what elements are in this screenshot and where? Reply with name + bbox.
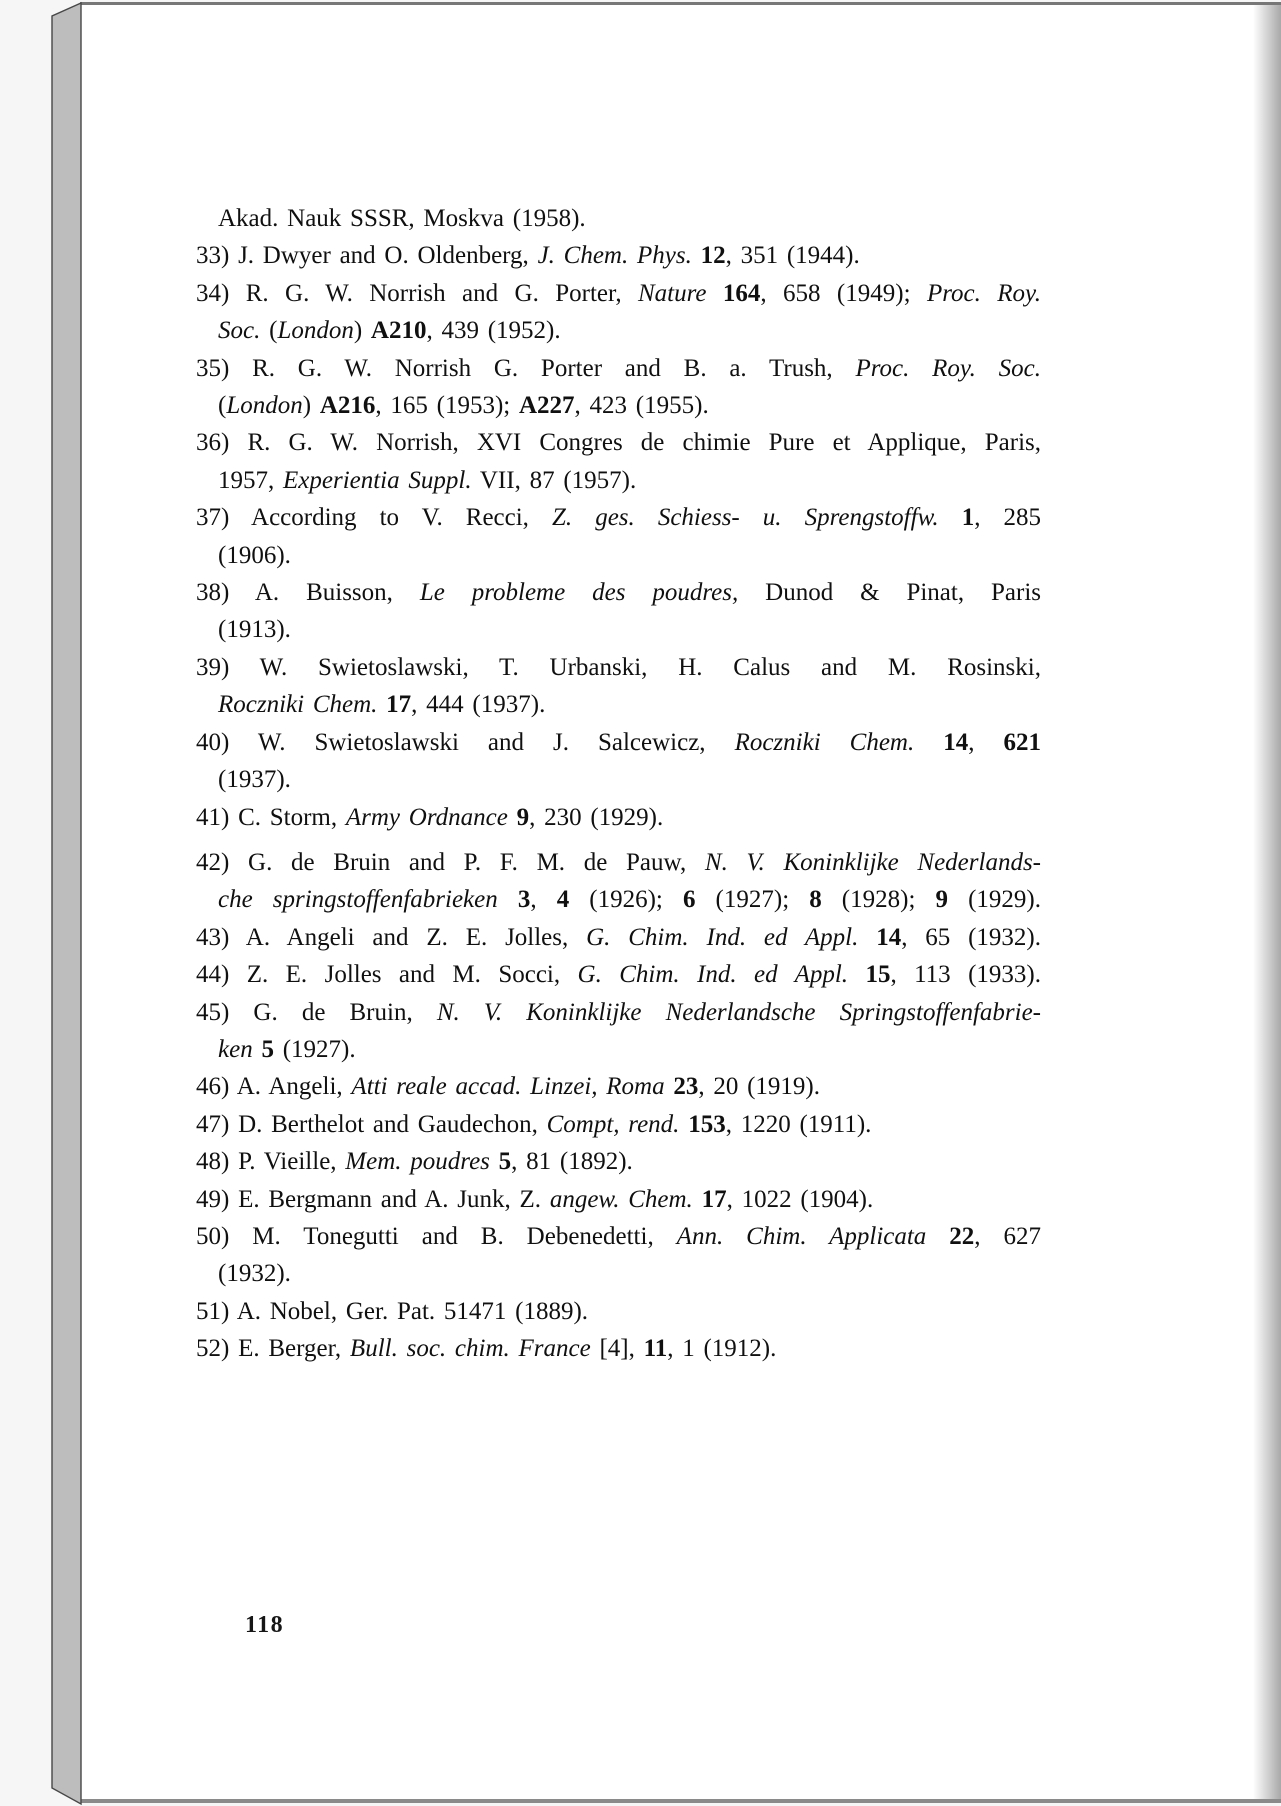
reference-text: 164: [722, 279, 761, 307]
reference-text: ken: [218, 1035, 262, 1063]
reference-line: [196, 994, 1041, 1031]
reference-item: [196, 200, 1041, 237]
reference-line: [196, 237, 1041, 274]
reference-text: According to V. Recci,: [251, 504, 552, 532]
reference-text: , 1220 (1911).: [725, 1110, 872, 1138]
reference-line: [196, 956, 1041, 993]
reference-line: [196, 312, 1041, 349]
reference-text: [4],: [599, 1335, 644, 1363]
reference-text: Z. E. Jolles and M. Socci,: [246, 961, 578, 989]
reference-item: [196, 275, 1041, 350]
reference-text: Ann. Chim. Applicata: [676, 1222, 950, 1250]
reference-text: 5: [498, 1148, 512, 1176]
reference-line: [196, 686, 1041, 723]
reference-text: 5: [261, 1035, 274, 1063]
reference-item: [196, 799, 1041, 836]
reference-text: A216: [319, 392, 376, 420]
reference-text: London: [226, 392, 303, 420]
reference-number: 49): [196, 1185, 230, 1213]
reference-text: , 20 (1919).: [698, 1073, 821, 1101]
reference-item: [196, 1143, 1041, 1180]
reference-line: [196, 1031, 1041, 1068]
reference-line: [196, 611, 1041, 648]
reference-text: , 113 (1933).: [890, 961, 1041, 989]
reference-text: (1928);: [821, 886, 936, 914]
reference-text: , 165 (1953);: [375, 392, 519, 420]
reference-text: ,: [968, 728, 1004, 756]
reference-text: Mem. poudres: [345, 1148, 499, 1176]
reference-item: [196, 424, 1041, 499]
reference-text: 8: [809, 886, 822, 914]
reference-text: Compt, rend.: [546, 1110, 689, 1138]
reference-text: Soc.: [218, 317, 261, 345]
reference-text: R. G. W. Norrish G. Porter and B. a. Trush,: [252, 354, 856, 382]
reference-text: , 285: [974, 504, 1042, 532]
reference-line: [196, 387, 1041, 424]
reference-text: 621: [1003, 728, 1041, 756]
reference-number: 34): [196, 279, 230, 307]
reference-text: P. Vieille,: [238, 1148, 346, 1176]
reference-text: 1: [961, 504, 975, 532]
reference-text: 11: [643, 1335, 668, 1363]
reference-number: 44): [196, 961, 230, 989]
reference-text: ): [353, 317, 371, 345]
reference-text: A. Buisson,: [254, 579, 420, 607]
reference-text: Army Ordnance: [345, 803, 517, 831]
reference-text: W. Swietoslawski, T. Urbanski, H. Calus and M. Rosinski,: [259, 653, 1041, 681]
reference-number: 40): [196, 728, 230, 756]
reference-number: 36): [196, 429, 230, 457]
reference-line: [196, 724, 1041, 761]
reference-text: D. Berthelot and Gaudechon,: [238, 1110, 547, 1138]
reference-text: 3: [517, 886, 531, 914]
reference-text: 22: [949, 1222, 975, 1250]
reference-text: 9: [516, 803, 530, 831]
reference-text: 6: [682, 886, 696, 914]
page-number: 118: [245, 1612, 285, 1638]
reference-item: [196, 1218, 1041, 1293]
reference-text: R. G. W. Norrish, XVI Congres de chimie Pure et Applique, Paris,: [247, 429, 1041, 457]
reference-line: [196, 1255, 1041, 1292]
reference-item: [196, 1181, 1041, 1218]
reference-text: A227: [518, 392, 575, 420]
reference-text: che springstoffenfabrieken: [218, 886, 518, 914]
reference-line: [196, 499, 1041, 536]
reference-line: [196, 799, 1041, 836]
reference-text: (1927).: [273, 1035, 356, 1063]
reference-number: 42): [196, 848, 230, 876]
reference-text: , 1 (1912).: [667, 1335, 777, 1363]
reference-text: angew. Chem.: [549, 1185, 702, 1213]
reference-item: [196, 574, 1041, 649]
reference-text: Z. ges. Schiess- u. Sprengstoffw.: [551, 504, 962, 532]
reference-text: G. de Bruin and P. F. M. de Pauw,: [248, 848, 705, 876]
reference-text: A210: [370, 317, 427, 345]
reference-text: Le probleme des poudres,: [419, 579, 739, 607]
reference-text: , 1022 (1904).: [726, 1185, 874, 1213]
reference-item: [196, 1293, 1041, 1330]
reference-item: [196, 844, 1041, 919]
reference-text: (1926);: [569, 886, 683, 914]
reference-text: Atti reale accad. Linzei, Roma: [351, 1073, 674, 1101]
reference-text: W. Swietoslawski and J. Salcewicz,: [257, 728, 735, 756]
reference-text: (: [260, 317, 278, 345]
reference-line: [196, 462, 1041, 499]
reference-text: C. Storm,: [238, 803, 346, 831]
reference-line: [196, 537, 1041, 574]
reference-text: Bull. soc. chim. France: [349, 1335, 600, 1363]
reference-item: [196, 1068, 1041, 1105]
reference-item: [196, 649, 1041, 724]
reference-number: 47): [196, 1110, 230, 1138]
reference-text: , 658 (1949);: [760, 279, 927, 307]
reference-number: 48): [196, 1148, 230, 1176]
reference-text: , 230 (1929).: [529, 803, 664, 831]
reference-text: 153: [688, 1110, 726, 1138]
reference-number: 46): [196, 1073, 230, 1101]
reference-item: [196, 919, 1041, 956]
reference-text: , 81 (1892).: [511, 1148, 633, 1176]
reference-text: VII, 87 (1957).: [471, 466, 637, 494]
reference-text: Proc. Roy. Soc.: [855, 354, 1041, 382]
reference-text: ,: [530, 886, 557, 914]
reference-text: , 65 (1932).: [901, 923, 1042, 951]
reference-text: M. Tonegutti and B. Debenedetti,: [252, 1222, 677, 1250]
reference-text: Roczniki Chem.: [734, 728, 944, 756]
reference-text: A. Angeli and Z. E. Jolles,: [245, 923, 587, 951]
reference-text: (1913).: [218, 616, 291, 644]
page-edge-shadow: [1253, 5, 1281, 1799]
reference-text: 9: [935, 886, 948, 914]
page-spine: [50, 0, 82, 1806]
reference-text: (1929).: [947, 886, 1041, 914]
reference-number: 37): [196, 504, 230, 532]
reference-number: 38): [196, 579, 230, 607]
reference-text: J. Dwyer and O. Oldenberg,: [238, 242, 538, 270]
reference-number: 45): [196, 998, 230, 1026]
reference-line: [196, 275, 1041, 312]
reference-item: [196, 350, 1041, 425]
reference-line: [196, 649, 1041, 686]
reference-number: 35): [196, 354, 230, 382]
reference-item: [196, 1330, 1041, 1367]
reference-text: G. de Bruin,: [253, 998, 437, 1026]
reference-text: 1957,: [218, 466, 283, 494]
reference-line: [196, 1181, 1041, 1218]
reference-text: G. Chim. Ind. ed Appl.: [586, 923, 877, 951]
reference-text: Akad. Nauk SSSR, Moskva (1958).: [218, 205, 586, 232]
reference-text: 17: [701, 1185, 727, 1213]
reference-text: , 439 (1952).: [426, 317, 561, 345]
reference-text: 14: [943, 728, 969, 756]
reference-line: [196, 881, 1041, 918]
reference-line: [196, 1218, 1041, 1255]
reference-text: (1937).: [218, 766, 291, 794]
reference-line: [196, 919, 1041, 956]
reference-text: 12: [700, 242, 726, 270]
reference-text: 14: [876, 923, 902, 951]
reference-number: 33): [196, 242, 230, 270]
reference-line: [196, 200, 1041, 237]
reference-text: ): [302, 392, 320, 420]
reference-text: Nature: [637, 279, 723, 307]
reference-number: 39): [196, 653, 230, 681]
reference-text: N. V. Koninklijke Nederlands-: [704, 848, 1042, 876]
reference-text: , 351 (1944).: [725, 242, 860, 270]
reference-text: (1927);: [695, 886, 810, 914]
reference-line: [196, 1106, 1041, 1143]
reference-text: London: [277, 317, 354, 345]
reference-line: [196, 761, 1041, 798]
reference-text: Dunod & Pinat, Paris: [738, 579, 1041, 607]
reference-line: [196, 574, 1041, 611]
reference-item: [196, 724, 1041, 799]
reference-item: [196, 499, 1041, 574]
bibliography: [196, 200, 1041, 1368]
reference-text: E. Berger,: [238, 1335, 350, 1363]
reference-text: A. Angeli,: [236, 1073, 352, 1101]
reference-number: 50): [196, 1222, 230, 1250]
reference-text: N. V. Koninklijke Nederlandsche Springstoffenfabrie-: [436, 998, 1041, 1026]
reference-text: Proc. Roy.: [926, 279, 1041, 307]
reference-text: 4: [556, 886, 570, 914]
reference-text: R. G. W. Norrish and G. Porter,: [245, 279, 638, 307]
reference-text: Experientia Suppl.: [283, 466, 472, 494]
reference-line: [196, 1068, 1041, 1105]
reference-text: 15: [865, 961, 891, 989]
reference-text: , 444 (1937).: [411, 691, 546, 719]
reference-item: [196, 237, 1041, 274]
reference-text: (1906).: [218, 541, 291, 569]
reference-text: , 627: [974, 1222, 1041, 1250]
reference-line: [196, 1143, 1041, 1180]
reference-text: 23: [673, 1073, 699, 1101]
reference-text: , 423 (1955).: [574, 392, 709, 420]
reference-text: G. Chim. Ind. ed Appl.: [577, 961, 866, 989]
reference-text: 17: [386, 691, 412, 719]
reference-line: [196, 1330, 1041, 1367]
reference-text: J. Chem. Phys.: [537, 242, 701, 270]
reference-item: [196, 956, 1041, 993]
reference-number: 51): [196, 1297, 230, 1325]
reference-text: A. Nobel, Ger. Pat. 51471 (1889).: [236, 1297, 589, 1325]
reference-text: (: [218, 392, 227, 420]
reference-line: [196, 350, 1041, 387]
reference-line: [196, 1293, 1041, 1330]
reference-number: 41): [196, 803, 230, 831]
reference-text: (1932).: [218, 1260, 291, 1288]
reference-item: [196, 994, 1041, 1069]
reference-number: 43): [196, 923, 230, 951]
reference-number: 52): [196, 1335, 230, 1363]
reference-item: [196, 1106, 1041, 1143]
reference-line: [196, 844, 1041, 881]
reference-text: Roczniki Chem.: [218, 691, 387, 719]
reference-line: [196, 424, 1041, 461]
reference-text: E. Bergmann and A. Junk, Z.: [238, 1185, 550, 1213]
